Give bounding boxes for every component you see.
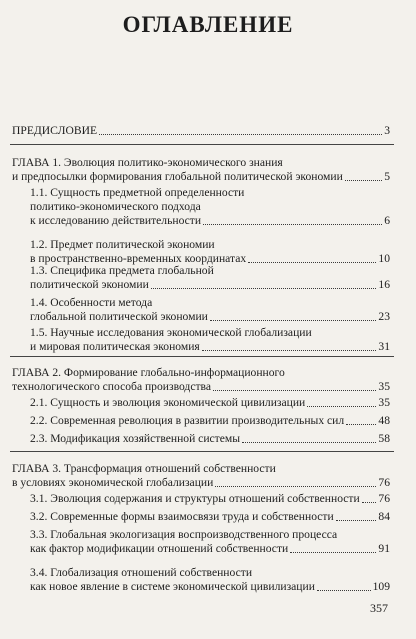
dot-leader (290, 552, 376, 553)
page-ref: 58 (378, 432, 390, 445)
toc-section-2-2-line: 2.2. Современная революция в развитии производительных сил (30, 414, 345, 427)
page-ref: 109 (372, 580, 390, 593)
toc-section-1-1-line: к исследованию действительности (30, 214, 202, 227)
page-ref: 84 (378, 510, 390, 523)
toc-section-2-3[interactable] (30, 432, 390, 446)
toc-section-1-3-line: политической экономии (30, 278, 149, 291)
page-ref: 10 (378, 252, 390, 265)
toc-section-2-1-line: 2.1. Сущность и эволюция экономической цивилизации (30, 396, 306, 409)
dot-leader (213, 390, 376, 391)
toc-section-3-3-line: как фактор модификации отношений собственности (30, 542, 289, 555)
page-ref: 6 (384, 214, 390, 227)
toc-section-1-5-line: и мировая политическая экономия (30, 340, 200, 353)
dot-leader (248, 262, 376, 263)
dot-leader (210, 320, 377, 321)
toc-chapter-1[interactable] (12, 170, 390, 184)
dot-leader (345, 180, 382, 181)
page-ref: 76 (378, 476, 390, 489)
dot-leader (307, 406, 376, 407)
page-ref: 16 (378, 278, 390, 291)
page-number: 357 (370, 601, 388, 615)
page-ref: 5 (384, 170, 390, 183)
toc-section-2-3-line: 2.3. Модификация хозяйственной системы (30, 432, 241, 445)
dot-leader (99, 134, 382, 135)
dot-leader (346, 424, 376, 425)
toc-section-1-4-line: 1.4. Особенности метода (30, 296, 153, 309)
toc-section-3-3-line: 3.3. Глобальная экологизация воспроизводственного процесса (30, 528, 338, 541)
dot-leader (317, 590, 371, 591)
toc-section-1-5-line: 1.5. Научные исследования экономической глобализации (30, 326, 312, 339)
toc-chapter-3[interactable] (12, 476, 390, 490)
toc-section-2-1[interactable] (30, 396, 390, 410)
page-ref: 35 (378, 380, 390, 393)
toc-chapter-1-line: ГЛАВА 1. Эволюция политико-экономического знания (12, 156, 283, 169)
toc-section-3-1[interactable] (30, 492, 390, 506)
section-divider (10, 451, 394, 452)
toc-section-3-1-line: 3.1. Эволюция содержания и структуры отношений собственности (30, 492, 360, 505)
toc-chapter-3-line: в условиях экономической глобализации (12, 476, 214, 489)
page-ref: 91 (378, 542, 390, 555)
toc-section-1-2-line: 1.2. Предмет политической экономии (30, 238, 215, 251)
toc-section-3-4-line: 3.4. Глобализация отношений собственности (30, 566, 253, 579)
toc-section-1-3[interactable] (30, 278, 390, 292)
page-ref: 23 (378, 310, 390, 323)
dot-leader (151, 288, 377, 289)
toc-section-1-3-line: 1.3. Специфика предмета глобальной (30, 264, 214, 277)
section-divider (10, 144, 394, 145)
toc-section-1-1[interactable] (30, 214, 390, 228)
toc-chapter-2-line: технологического способа производства (12, 380, 212, 393)
page-title: ОГЛАВЛЕНИЕ (122, 12, 294, 37)
toc-section-1-4-line: глобальной политической экономии (30, 310, 208, 323)
toc-section-3-2[interactable] (30, 510, 390, 524)
section-divider (10, 356, 394, 357)
toc-chapter-1-line: и предпосылки формирования глобальной политической экономии (12, 170, 343, 183)
toc-section-3-2-line: 3.2. Современные формы взаимосвязи труда и собственности (30, 510, 334, 523)
dot-leader (336, 520, 377, 521)
dot-leader (202, 350, 377, 351)
toc-section-3-4[interactable] (30, 580, 390, 594)
page-ref: 31 (378, 340, 390, 353)
toc-section-1-4[interactable] (30, 310, 390, 324)
toc-entry-label: ПРЕДИСЛОВИЕ (12, 124, 98, 137)
page-ref: 48 (378, 414, 390, 427)
page-ref: 35 (378, 396, 390, 409)
dot-leader (203, 224, 382, 225)
dot-leader (215, 486, 376, 487)
toc-section-1-2-line: в пространственно-временных координатах (30, 252, 247, 265)
toc-chapter-2-line: ГЛАВА 2. Формирование глобально-информационного (12, 366, 285, 379)
toc-entry-preface[interactable] (12, 124, 390, 138)
toc-section-1-5[interactable] (30, 340, 390, 354)
dot-leader (362, 502, 377, 503)
toc-chapter-2[interactable] (12, 380, 390, 394)
toc-section-2-2[interactable] (30, 414, 390, 428)
toc-section-1-1-line: политико-экономического подхода (30, 200, 201, 213)
toc-section-1-1-line: 1.1. Сущность предметной определенности (30, 186, 245, 199)
dot-leader (242, 442, 376, 443)
page-ref: 3 (384, 124, 390, 137)
toc-chapter-3-line: ГЛАВА 3. Трансформация отношений собственности (12, 462, 276, 475)
toc-section-3-4-line: как новое явление в системе экономической цивилизации (30, 580, 315, 593)
toc-section-3-3[interactable] (30, 542, 390, 556)
page-ref: 76 (378, 492, 390, 505)
